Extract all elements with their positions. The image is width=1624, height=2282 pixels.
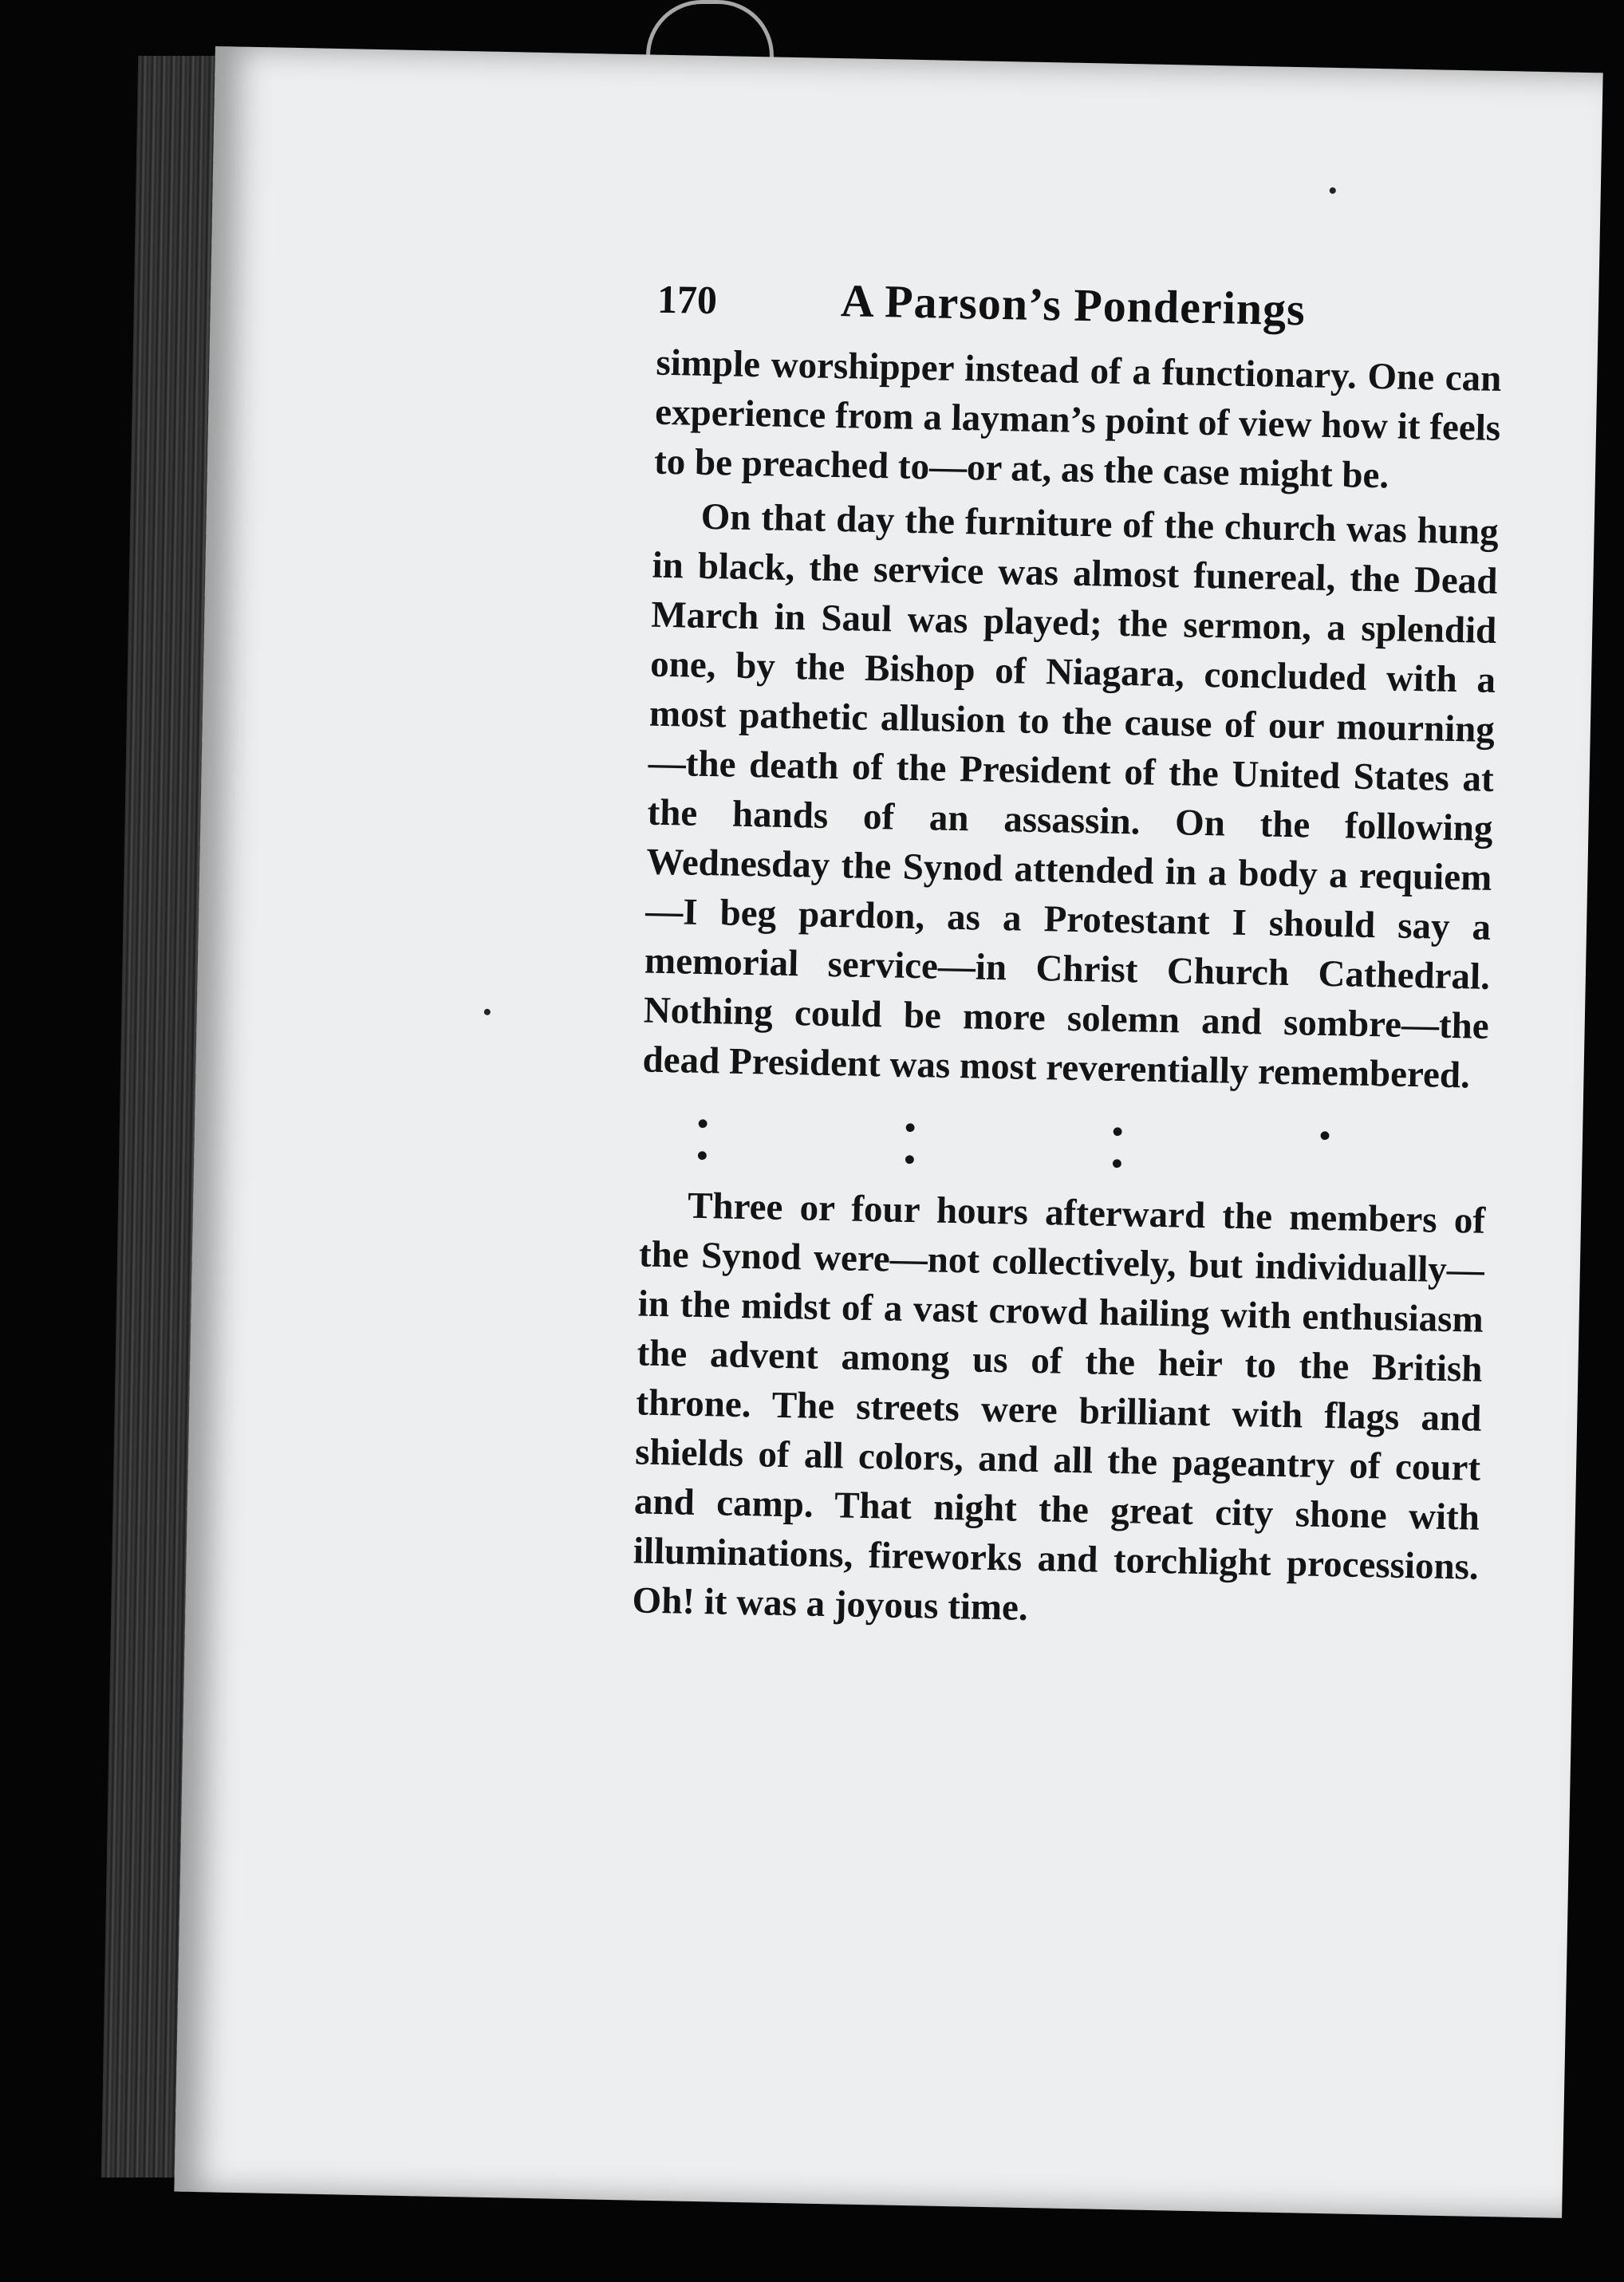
paragraph-1: simple worshipper instead of a functionary. One can experience from a layman’s point of view how it feels to be preached to—or at, as the case might be. (653, 341, 1502, 497)
paper-speck (1330, 187, 1336, 194)
paper-speck (484, 1009, 491, 1015)
text-block (632, 270, 1504, 1646)
page-number: 170 (656, 276, 718, 323)
paragraph-3: Three or four hours afterward the members of the Synod were—not collectively, but individually—in the midst of a vast crowd hailing with enthusiasm the advent among us of the heir to the British throne. The streets were brilliant with flags and shields of all colors, and all the pageantry of court and camp. That night the great city shone with illuminations, fireworks and torchlight processions. Oh! it was a joyous time. (632, 1184, 1486, 1629)
running-head (656, 270, 1503, 340)
book-page (174, 46, 1602, 2218)
binding-hook (646, 0, 774, 60)
section-break: • • • • • • • (696, 1105, 1425, 1184)
paragraph-2: On that day the furniture of the church was hung in black, the service was almost funereal, the Dead March in Saul was played; the sermon, a splendid one, by the Bishop of Niagara, concluded with a most pathetic allusion to the cause of our mourning—the death of the President of the United States at the hands of an assassin. On the following Wednesday the Synod attended in a body a requiem—I beg pardon, as a Protestant I should say a memorial service—in Christ Church Cathedral. Nothing could be more solemn and sombre—the dead President was most reverentially remembered. (642, 495, 1500, 1097)
running-title: A Parson’s Ponderings (840, 274, 1307, 336)
